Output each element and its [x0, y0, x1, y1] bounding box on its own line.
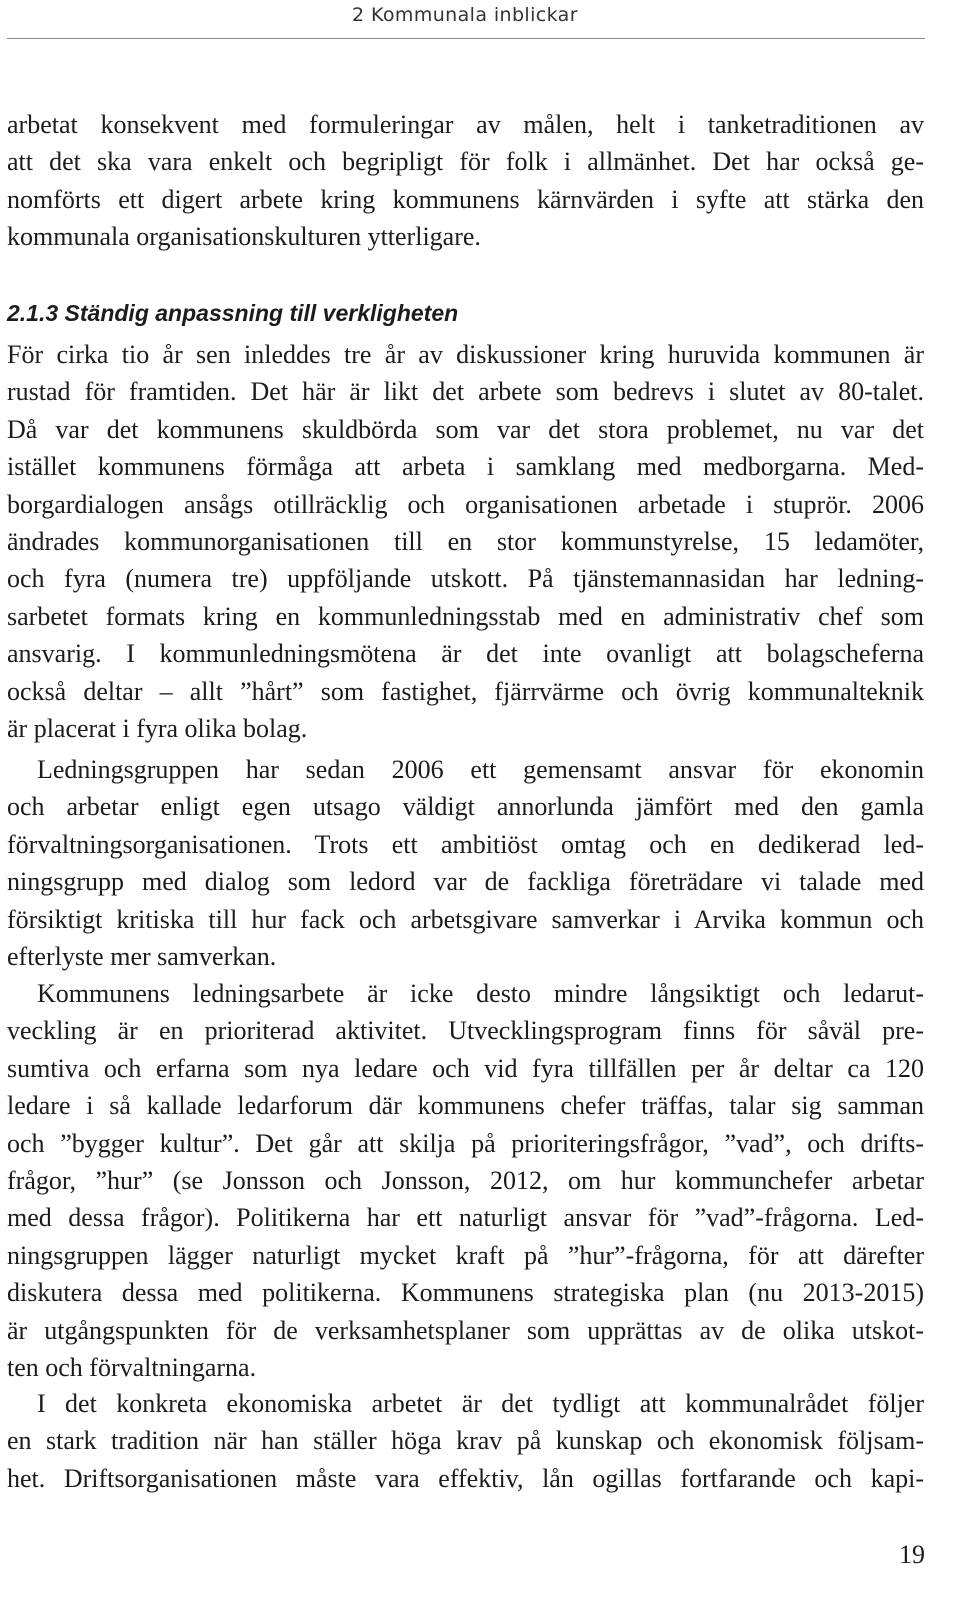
text-line: och fyra (numera tre) uppföljande utskott. På tjänstemannasidan har ledning-: [7, 564, 924, 594]
text-line: och ”bygger kultur”. Det går att skilja på prioriteringsfrågor, ”vad”, och drifts-: [7, 1128, 924, 1158]
text-line: försiktigt kritiska till hur fack och arbetsgivare samverkar i Arvika kommun och: [7, 904, 924, 934]
text-line: också deltar – allt ”hårt” som fastighet, fjärrvärme och övrig kommunalteknik: [7, 676, 924, 706]
text-line: ledare i så kallade ledarforum där kommunens chefer träffas, talar sig samman: [7, 1091, 924, 1121]
text-line: I det konkreta ekonomiska arbetet är det tydligt att kommunalrådet följer: [37, 1389, 924, 1418]
text-line: rustad för framtiden. Det här är likt det arbete som bedrevs i slutet av 80-talet.: [7, 377, 924, 407]
text-line: För cirka tio år sen inleddes tre år av diskussioner kring huruvida kommunen är: [7, 340, 924, 369]
text-line: arbetat konsekvent med formuleringar av målen, helt i tanketraditionen av: [7, 110, 924, 139]
text-line: och arbetar enligt egen utsago väldigt annorlunda jämfört med den gamla: [7, 792, 924, 822]
text-line: förvaltningsorganisationen. Trots ett ambitiöst omtag och en dedikerad led-: [7, 829, 924, 859]
text-line: Ledningsgruppen har sedan 2006 ett gemensamt ansvar för ekonomin: [37, 755, 924, 784]
text-line: Då var det kommunens skuldbörda som var det stora problemet, nu var det: [7, 414, 924, 444]
text-line: ansvarig. I kommunledningsmötena är det inte ovanligt att bolagscheferna: [7, 639, 924, 669]
text-line: är placerat i fyra olika bolag.: [7, 713, 308, 743]
text-line: nomförts ett digert arbete kring kommunens kärnvärden i syfte att stärka den: [7, 184, 924, 214]
section-paragraph: [7, 1385, 924, 1497]
text-line: att det ska vara enkelt och begripligt för folk i allmänhet. Det har också ge-: [7, 147, 924, 177]
section-paragraph: [7, 975, 924, 1386]
page-number: 19: [899, 1540, 925, 1569]
text-line: kommunala organisationskulturen ytterligare.: [7, 222, 481, 252]
section-heading: 2.1.3 Ständig anpassning till verkligheten: [7, 300, 459, 326]
intro-paragraph: [7, 106, 924, 256]
text-line: ändrades kommunorganisationen till en stor kommunstyrelse, 15 ledamöter,: [7, 526, 924, 556]
text-line: Kommunens ledningsarbete är icke desto mindre långsiktigt och ledarut-: [37, 979, 924, 1008]
text-line: veckling är en prioriterad aktivitet. Utvecklingsprogram finns för såväl pre-: [7, 1016, 924, 1046]
header-rule: [7, 38, 925, 39]
text-line: ningsgruppen lägger naturligt mycket kraft på ”hur”-frågorna, för att därefter: [7, 1240, 924, 1270]
text-line: ningsgrupp med dialog som ledord var de fackliga företrädare vi talade med: [7, 867, 924, 897]
text-line: istället kommunens förmåga att arbeta i samklang med medborgarna. Med-: [7, 452, 924, 482]
text-line: ten och förvaltningarna.: [7, 1352, 257, 1382]
section-paragraph: [7, 336, 924, 747]
text-line: frågor, ”hur” (se Jonsson och Jonsson, 2012, om hur kommunchefer arbetar: [7, 1165, 924, 1195]
running-header: 2 Kommunala inblickar: [352, 4, 578, 26]
text-line: en stark tradition när han ställer höga krav på kunskap och ekonomisk följsam-: [7, 1426, 924, 1456]
text-line: borgardialogen ansågs otillräcklig och organisationen arbetade i stuprör. 2006: [7, 489, 924, 519]
text-line: sumtiva och erfarna som nya ledare och vid fyra tillfällen per år deltar ca 120: [7, 1053, 924, 1083]
text-line: sarbetet formats kring en kommunledningsstab med en administrativ chef som: [7, 601, 924, 631]
text-line: är utgångspunkten för de verksamhetsplaner som upprättas av de olika utskot-: [7, 1315, 924, 1345]
text-line: med dessa frågor). Politikerna har ett naturligt ansvar för ”vad”-frågorna. Led-: [7, 1203, 924, 1233]
section-paragraph: [7, 751, 924, 975]
text-line: diskutera dessa med politikerna. Kommunens strategiska plan (nu 2013-2015): [7, 1278, 924, 1308]
text-line: efterlyste mer samverkan.: [7, 941, 277, 971]
text-line: het. Driftsorganisationen måste vara effektiv, lån ogillas fortfarande och kapi-: [7, 1463, 924, 1493]
